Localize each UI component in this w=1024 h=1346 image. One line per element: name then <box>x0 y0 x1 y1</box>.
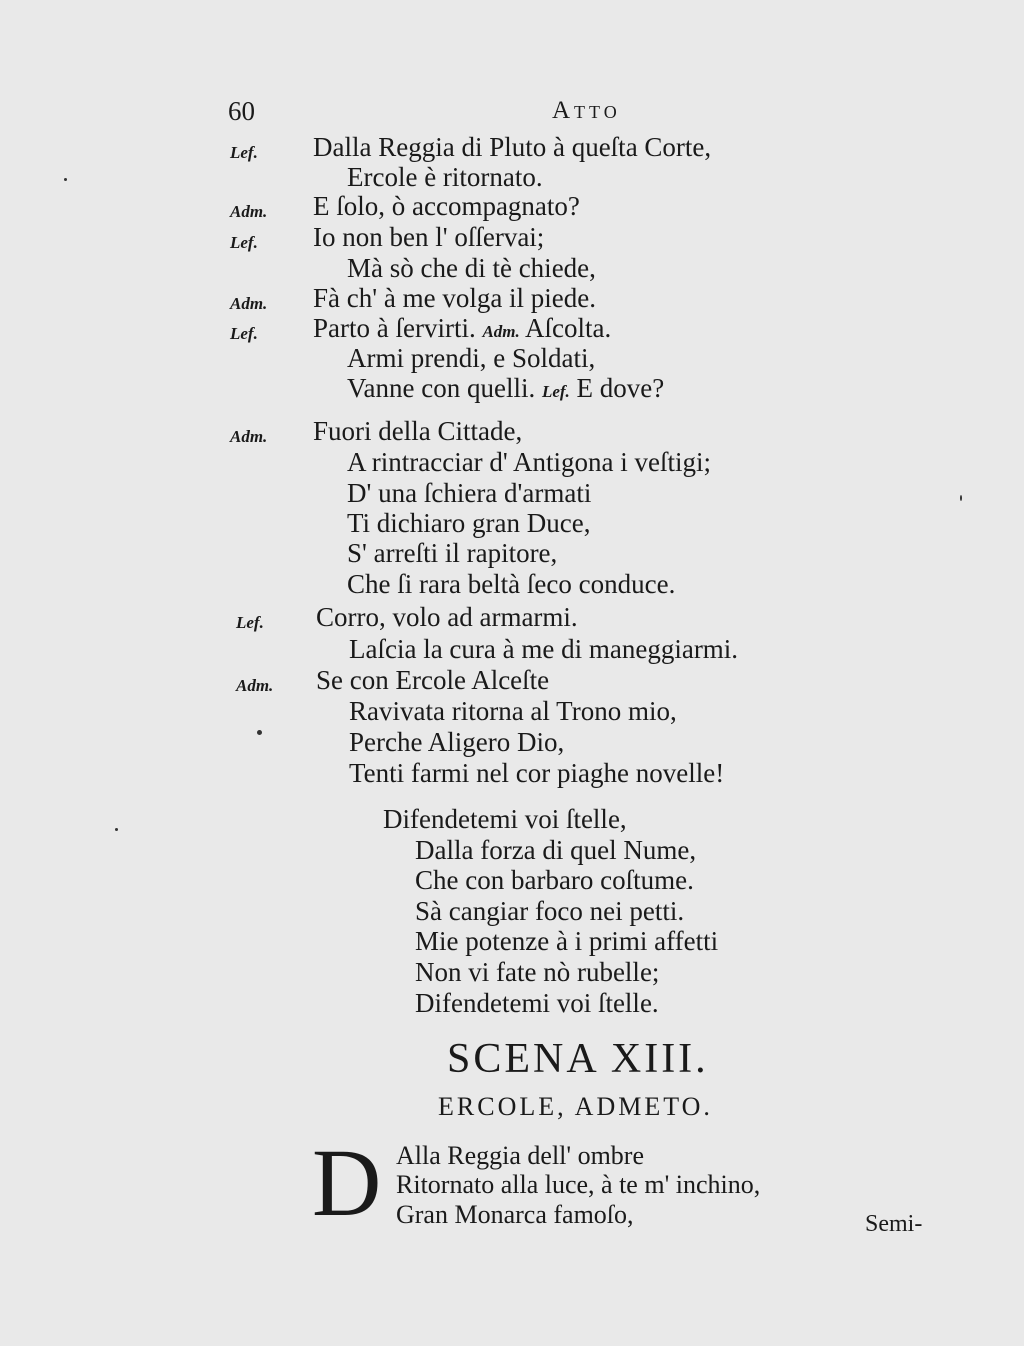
verse-line: Fuori della Cittade, <box>313 416 523 446</box>
catchword: Semi- <box>865 1211 923 1237</box>
inline-speaker-label: Lef. <box>541 382 570 401</box>
speaker-label: Lef. <box>230 233 258 252</box>
aria-line: Difendetemi voi ſtelle, <box>383 804 627 834</box>
verse-line: E ſolo, ò accompagnato? <box>313 191 580 221</box>
verse-line: Ercole è ritornato. <box>347 162 543 192</box>
ink-speck <box>257 730 262 735</box>
verse-text: E dove? <box>576 373 665 403</box>
verse-line: Gran Monarca famoſo, <box>396 1200 634 1229</box>
ink-speck <box>115 828 118 831</box>
verse-line: Che ſi rara beltà ſeco conduce. <box>347 569 676 599</box>
inline-speaker-label: Adm. <box>482 322 520 341</box>
aria-line: Mie potenze à i primi affetti <box>415 926 719 956</box>
verse-line: Ti dichiaro gran Duce, <box>347 508 591 538</box>
speaker-label: Adm. <box>230 294 268 313</box>
page-number: 60 <box>228 96 255 126</box>
running-head: Atto <box>552 97 621 124</box>
ink-speck <box>64 178 67 181</box>
verse-line: Se con Ercole Alceſte <box>316 665 550 695</box>
verse-line: Io non ben l' oſſervai; <box>313 222 545 252</box>
verse-line: S' arreſti il rapitore, <box>347 538 558 568</box>
speaker-label: Adm. <box>230 202 268 221</box>
verse-line: Tenti farmi nel cor piaghe novelle! <box>349 758 725 788</box>
verse-line: Ravivata ritorna al Trono mio, <box>349 696 677 726</box>
verse-line: A rintracciar d' Antigona i veſtigi; <box>347 447 712 477</box>
verse-text: Aſcolta. <box>525 313 612 343</box>
verse-line <box>347 375 664 402</box>
verse-text: Vanne con quelli. <box>347 373 536 403</box>
verse-line: D' una ſchiera d'armati <box>347 478 592 508</box>
ink-speck <box>960 495 962 501</box>
aria-line: Difendetemi voi ſtelle. <box>415 988 659 1018</box>
verse-line <box>313 315 611 342</box>
verse-line: Mà sò che di tè chiede, <box>347 253 596 283</box>
verse-line: Laſcia la cura à me di maneggiarmi. <box>349 634 739 664</box>
speaker-label: Lef. <box>230 143 258 162</box>
verse-line: Corro, volo ad armarmi. <box>316 602 578 632</box>
scene-characters: ERCOLE, ADMETO. <box>438 1092 713 1121</box>
aria-line: Che con barbaro coſtume. <box>415 865 694 895</box>
verse-line: Ritornato alla luce, à te m' inchino, <box>396 1170 761 1199</box>
verse-line: Fà ch' à me volga il piede. <box>313 283 597 313</box>
aria-line: Dalla forza di quel Nume, <box>415 835 697 865</box>
drop-cap: D <box>312 1129 382 1236</box>
verse-line: Armi prendi, e Soldati, <box>347 343 596 373</box>
aria-line: Non vi fate nò rubelle; <box>415 957 660 987</box>
aria-line: Sà cangiar foco nei petti. <box>415 896 685 926</box>
scene-title: SCENA XIII. <box>447 1036 709 1082</box>
verse-line: Alla Reggia dell' ombre <box>396 1141 645 1170</box>
speaker-label: Adm. <box>230 427 268 446</box>
speaker-label: Lef. <box>236 613 264 632</box>
verse-line: Dalla Reggia di Pluto à queſta Corte, <box>313 132 712 162</box>
speaker-label: Adm. <box>236 676 274 695</box>
verse-line: Perche Aligero Dio, <box>349 727 565 757</box>
speaker-label: Lef. <box>230 324 258 343</box>
verse-text: Parto à ſervirti. <box>313 313 476 343</box>
